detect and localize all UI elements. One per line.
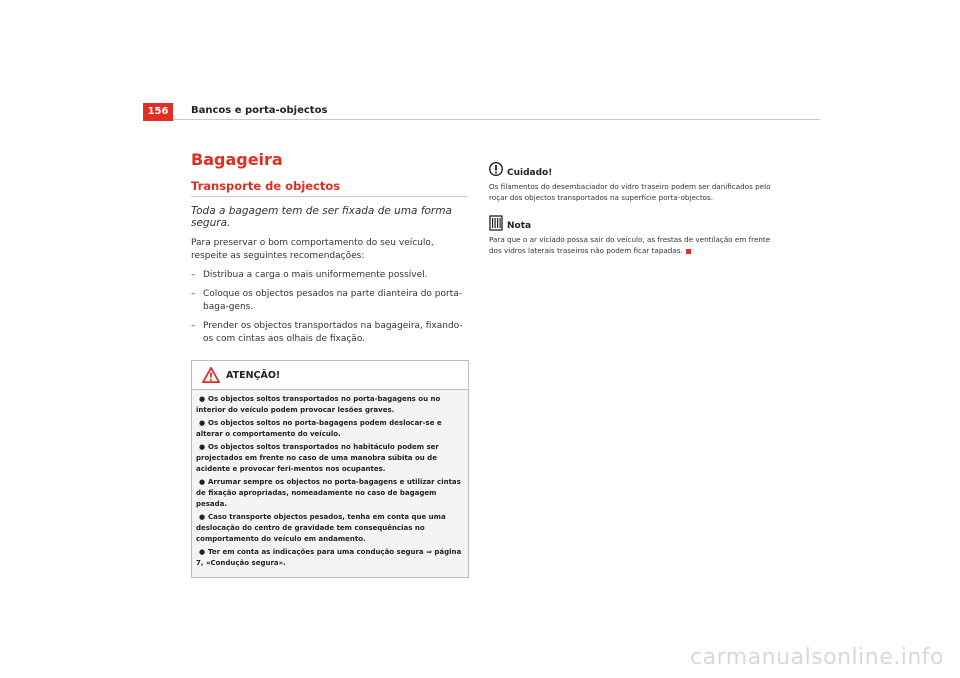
warning-item: ● Caso transporte objectos pesados, tenha em conta que uma deslocação do centro de gravidade tem consequências no comportamento do veículo em andamento.	[196, 513, 446, 543]
warning-item: ● Arrumar sempre os objectos no porta-bagagens e utilizar cintas de fixação apropriadas, nomeadamente no caso de bagagem pesada.	[196, 478, 461, 508]
note-text: Para que o ar viciado possa sair do veículo, as frestas de ventilação em frente dos vidros laterais traseiros não podem ficar tapadas.	[489, 235, 771, 255]
warning-title: ATENÇÃO!	[226, 369, 281, 381]
watermark: carmanualsonline.info	[690, 645, 944, 670]
note-title: Nota	[507, 221, 532, 231]
caution-block	[489, 162, 779, 203]
caution-exclamation-icon	[489, 162, 503, 178]
section-title: Bagageira	[191, 150, 283, 169]
caution-text: Os filamentos do desembaciador do vidro traseiro podem ser danificados pelo roçar dos objectos transportados na superfície porta-objectos.	[489, 182, 771, 202]
warning-list	[192, 390, 468, 569]
list-item: – Coloque os objectos pesados na parte dianteira do porta-baga-gens.	[191, 289, 462, 312]
warning-item: ● Ter em conta as indicações para uma condução segura ⇒ página 7, «Condução segura».	[196, 548, 462, 567]
warning-item: ● Os objectos soltos transportados no porta-bagagens ou no interior do veículo podem provocar lesões graves.	[196, 395, 441, 414]
recommendation-list	[191, 269, 467, 346]
list-item: – Prender os objectos transportados na bagageira, fixando-os com cintas aos olhais de fixação.	[191, 321, 463, 344]
intro-paragraph: Para preservar o bom comportamento do seu veículo, respeite as seguintes recomendações:	[191, 238, 434, 261]
subsection-title: Transporte de objectos	[191, 179, 467, 197]
warning-item: ● Os objectos soltos transportados no habitáculo podem ser projectados em frente no caso de uma manobra súbita ou de acidente e provocar feri-mentos nos ocupantes.	[196, 443, 439, 473]
left-column	[191, 150, 467, 578]
warning-item: ● Os objectos soltos no porta-bagagens podem deslocar-se e alterar o comportamento do veículo.	[196, 419, 442, 438]
header-divider	[173, 119, 820, 120]
list-item: – Distribua a carga o mais uniformemente possível.	[191, 270, 428, 280]
note-block	[489, 215, 779, 256]
running-header: Bancos e porta-objectos	[191, 105, 328, 116]
warning-triangle-icon	[202, 367, 220, 383]
right-column	[489, 162, 779, 268]
page-number: 156	[143, 103, 173, 121]
end-of-section-mark	[686, 249, 691, 254]
warning-box	[191, 360, 469, 578]
lead-sentence: Toda a bagagem tem de ser fixada de uma forma segura.	[191, 205, 452, 229]
caution-title: Cuidado!	[507, 168, 553, 178]
warning-header	[192, 361, 468, 390]
note-info-icon	[489, 215, 503, 231]
